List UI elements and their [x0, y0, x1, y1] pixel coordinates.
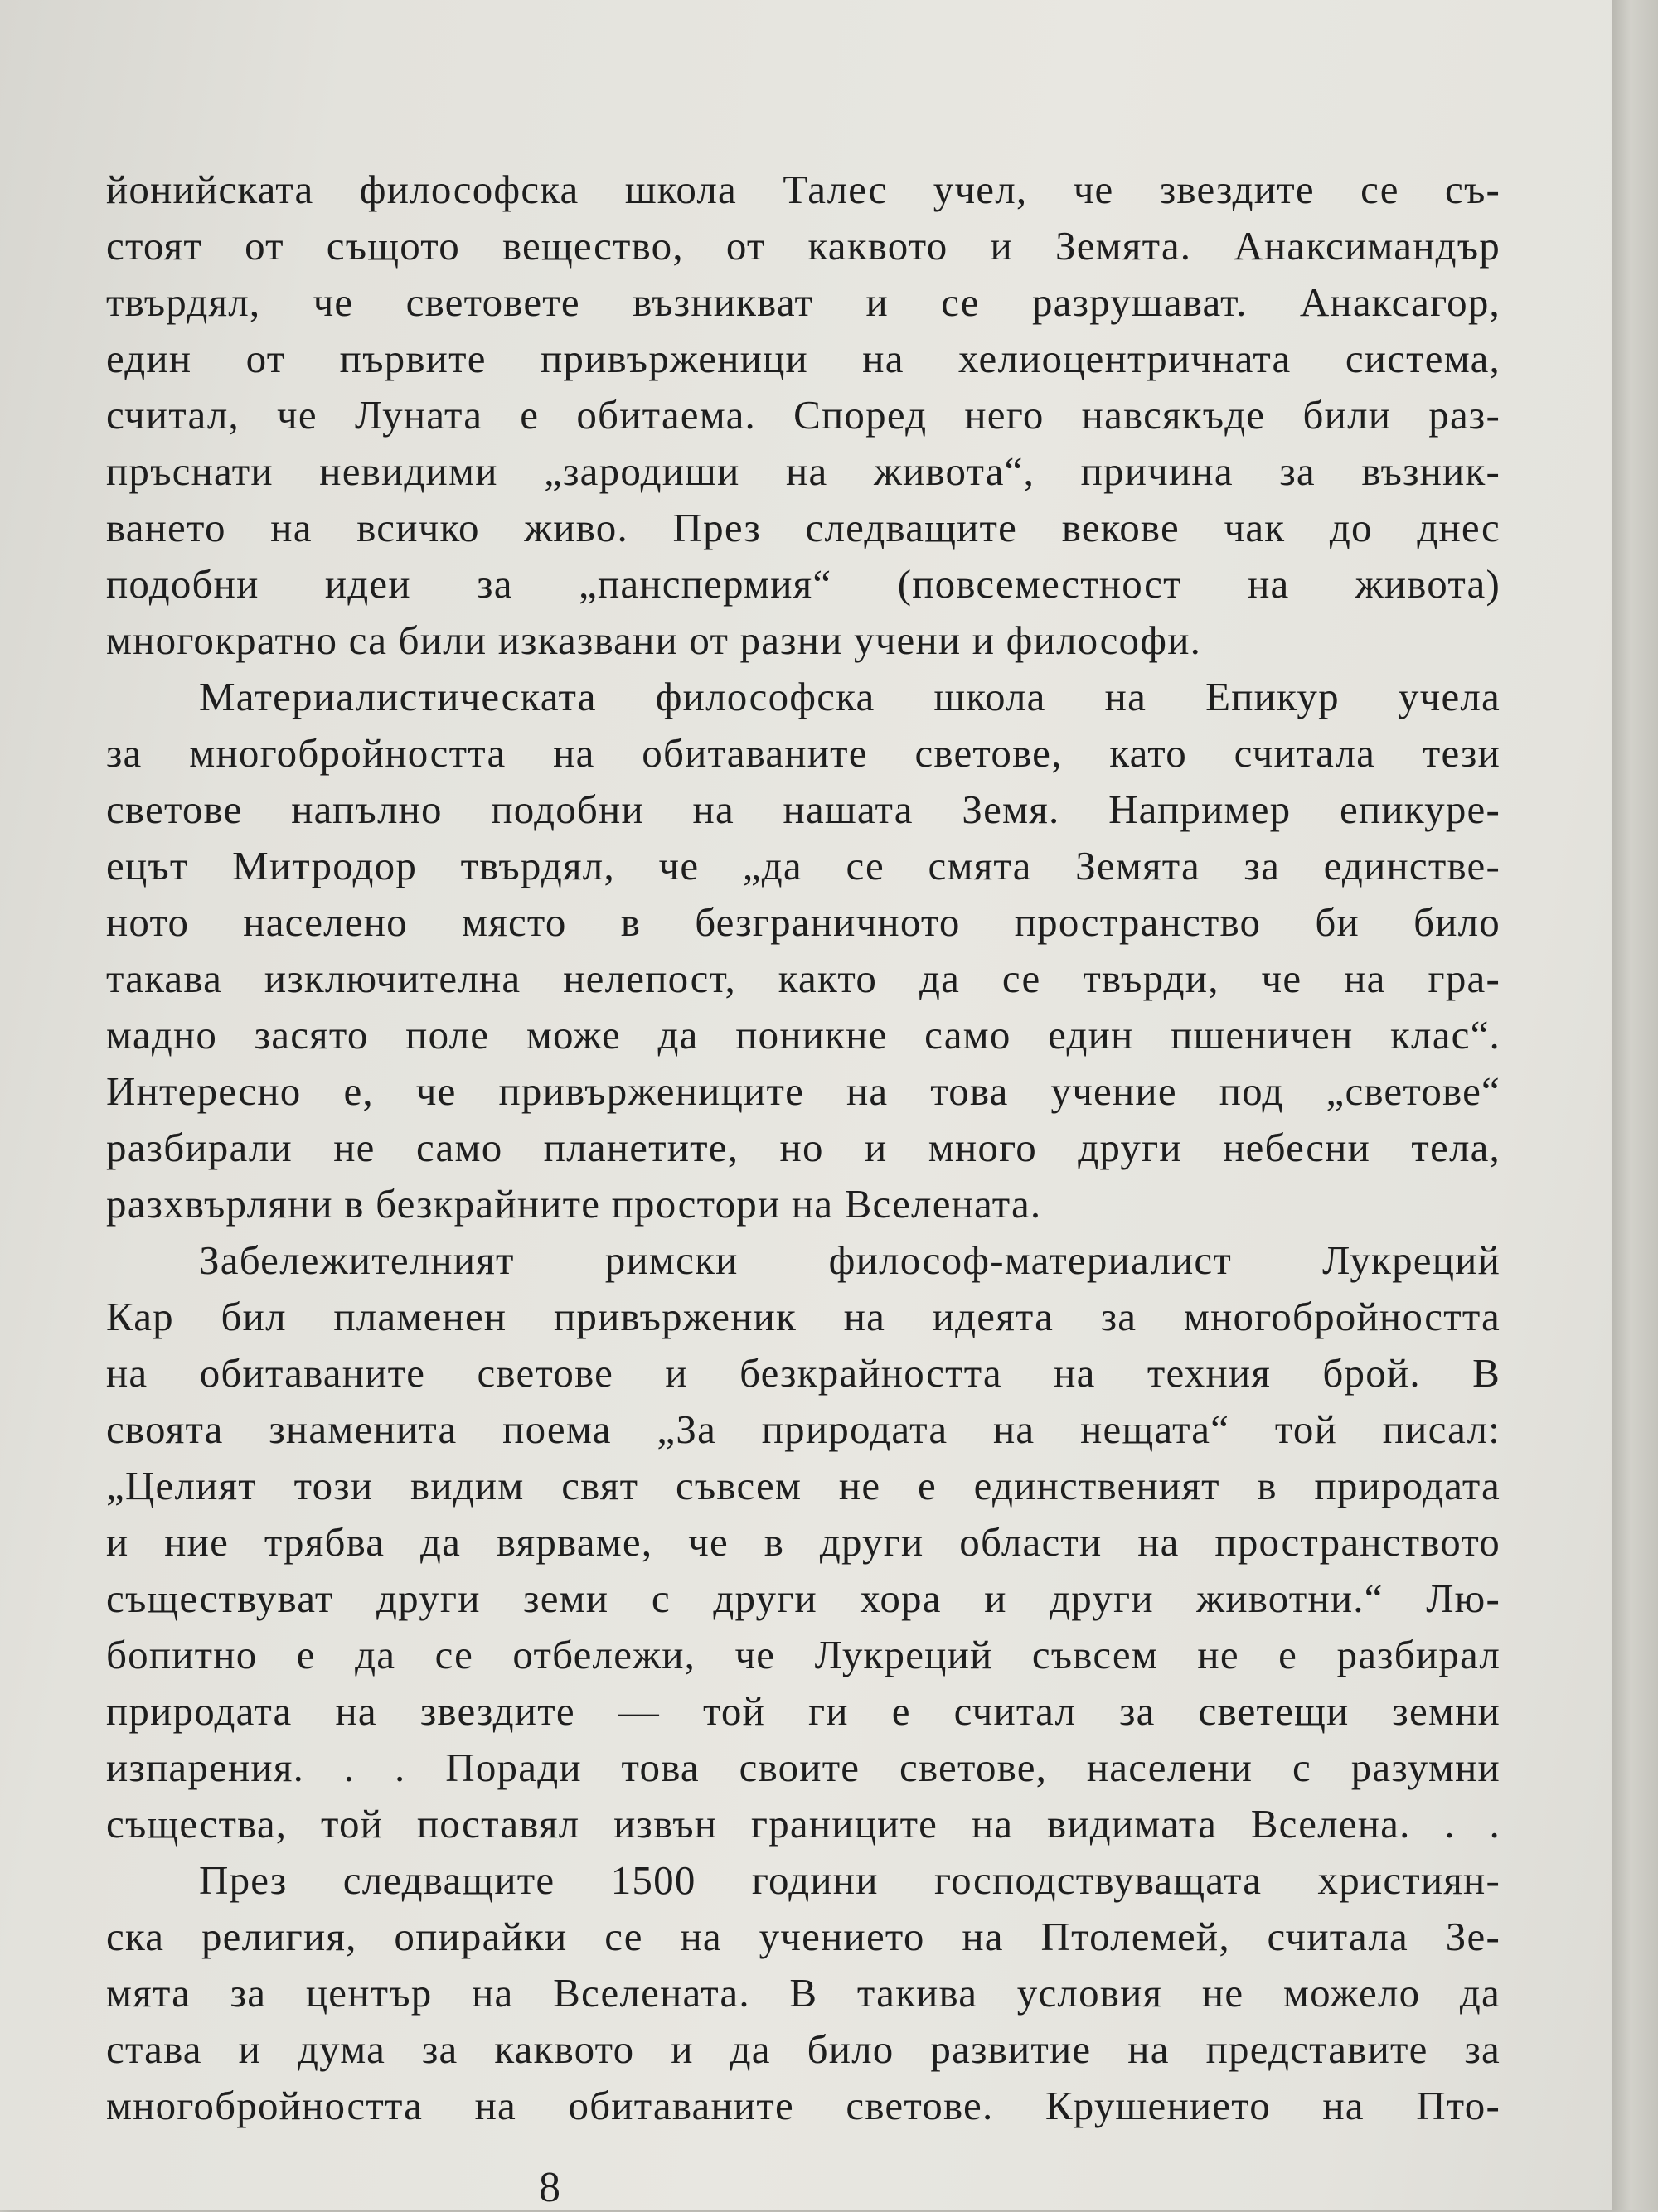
text-line: ецът Митродор твърдял, че „да се смята Земята за единстве-	[106, 843, 1500, 888]
body-text	[106, 162, 1500, 2134]
text-line: мята за център на Вселената. В такива условия не можело да	[106, 1970, 1500, 2016]
text-line: светове напълно подобни на нашата Земя. Например епикуре-	[106, 787, 1500, 832]
text-line: бопитно е да се отбележи, че Лукреций съвсем не е разбирал	[106, 1632, 1500, 1677]
text-line: подобни идеи за „панспермия“ (повсеместност на живота)	[106, 561, 1500, 607]
text-line: разбирали не само планетите, но и много други небесни тела,	[106, 1125, 1500, 1170]
text-line: стоят от същото вещество, от каквото и Земята. Анаксимандър	[106, 223, 1500, 269]
text-line: твърдял, че световете възникват и се разрушават. Анаксагор,	[106, 279, 1500, 325]
text-line: мадно засято поле може да поникне само един пшеничен клас“.	[106, 1012, 1500, 1058]
text-line: Кар бил пламенен привърженик на идеята за многобройността	[106, 1294, 1500, 1339]
text-line: ването на всичко живо. През следващите векове чак до днес	[106, 505, 1500, 550]
text-line: своята знаменита поема „За природата на нещата“ той писал:	[106, 1406, 1500, 1452]
text-line: за многобройността на обитаваните светове, като считала тези	[106, 730, 1500, 776]
text-line: многократно са били изказвани от разни учени и философи.	[106, 617, 1202, 663]
page-number: 8	[539, 2164, 560, 2211]
text-line: един от първите привърженици на хелиоцентричната система,	[106, 336, 1500, 381]
paragraph-first-line: През следващите 1500 години господствуващата християн-	[199, 1857, 1500, 1903]
text-line: изпарения. . . Поради това своите светове, населени с разумни	[106, 1745, 1500, 1790]
text-line: става и дума за каквото и да било развитие на представите за	[106, 2026, 1500, 2072]
text-line: ното населено място в безграничното пространство би било	[106, 899, 1500, 945]
text-line: природата на звездите — той ги е считал за светещи земни	[106, 1688, 1500, 1734]
text-line: „Целият този видим свят съвсем не е единственият в природата	[106, 1463, 1500, 1508]
text-line: считал, че Луната е обитаема. Според него навсякъде били раз-	[106, 392, 1500, 438]
paragraph-first-line: Материалистическата философска школа на Епикур учела	[199, 674, 1500, 719]
text-line: и ние трябва да вярваме, че в други области на пространството	[106, 1519, 1500, 1565]
text-line: същества, той поставял извън границите на видимата Вселена. . .	[106, 1801, 1500, 1847]
text-line: многобройността на обитаваните светове. Крушението на Пто-	[106, 2083, 1500, 2128]
text-line: пръснати невидими „зародиши на живота“, причина за възник-	[106, 448, 1500, 494]
text-line: йонийската философска школа Талес учел, че звездите се съ-	[106, 167, 1500, 212]
text-line: Интересно е, че привържениците на това учение под „светове“	[106, 1068, 1500, 1114]
page-edge	[1612, 0, 1658, 2210]
text-line: такава изключителна нелепост, както да се твърди, че на гра-	[106, 956, 1500, 1001]
text-line: съществуват други земи с други хора и други животни.“ Лю-	[106, 1576, 1500, 1621]
text-line: разхвърляни в безкрайните простори на Вселената.	[106, 1181, 1042, 1227]
text-line: ска религия, опирайки се на учението на Птолемей, считала Зе-	[106, 1914, 1500, 1959]
text-line: на обитаваните светове и безкрайността на техния брой. В	[106, 1350, 1500, 1396]
paragraph-first-line: Забележителният римски философ-материалист Лукреций	[199, 1237, 1500, 1283]
